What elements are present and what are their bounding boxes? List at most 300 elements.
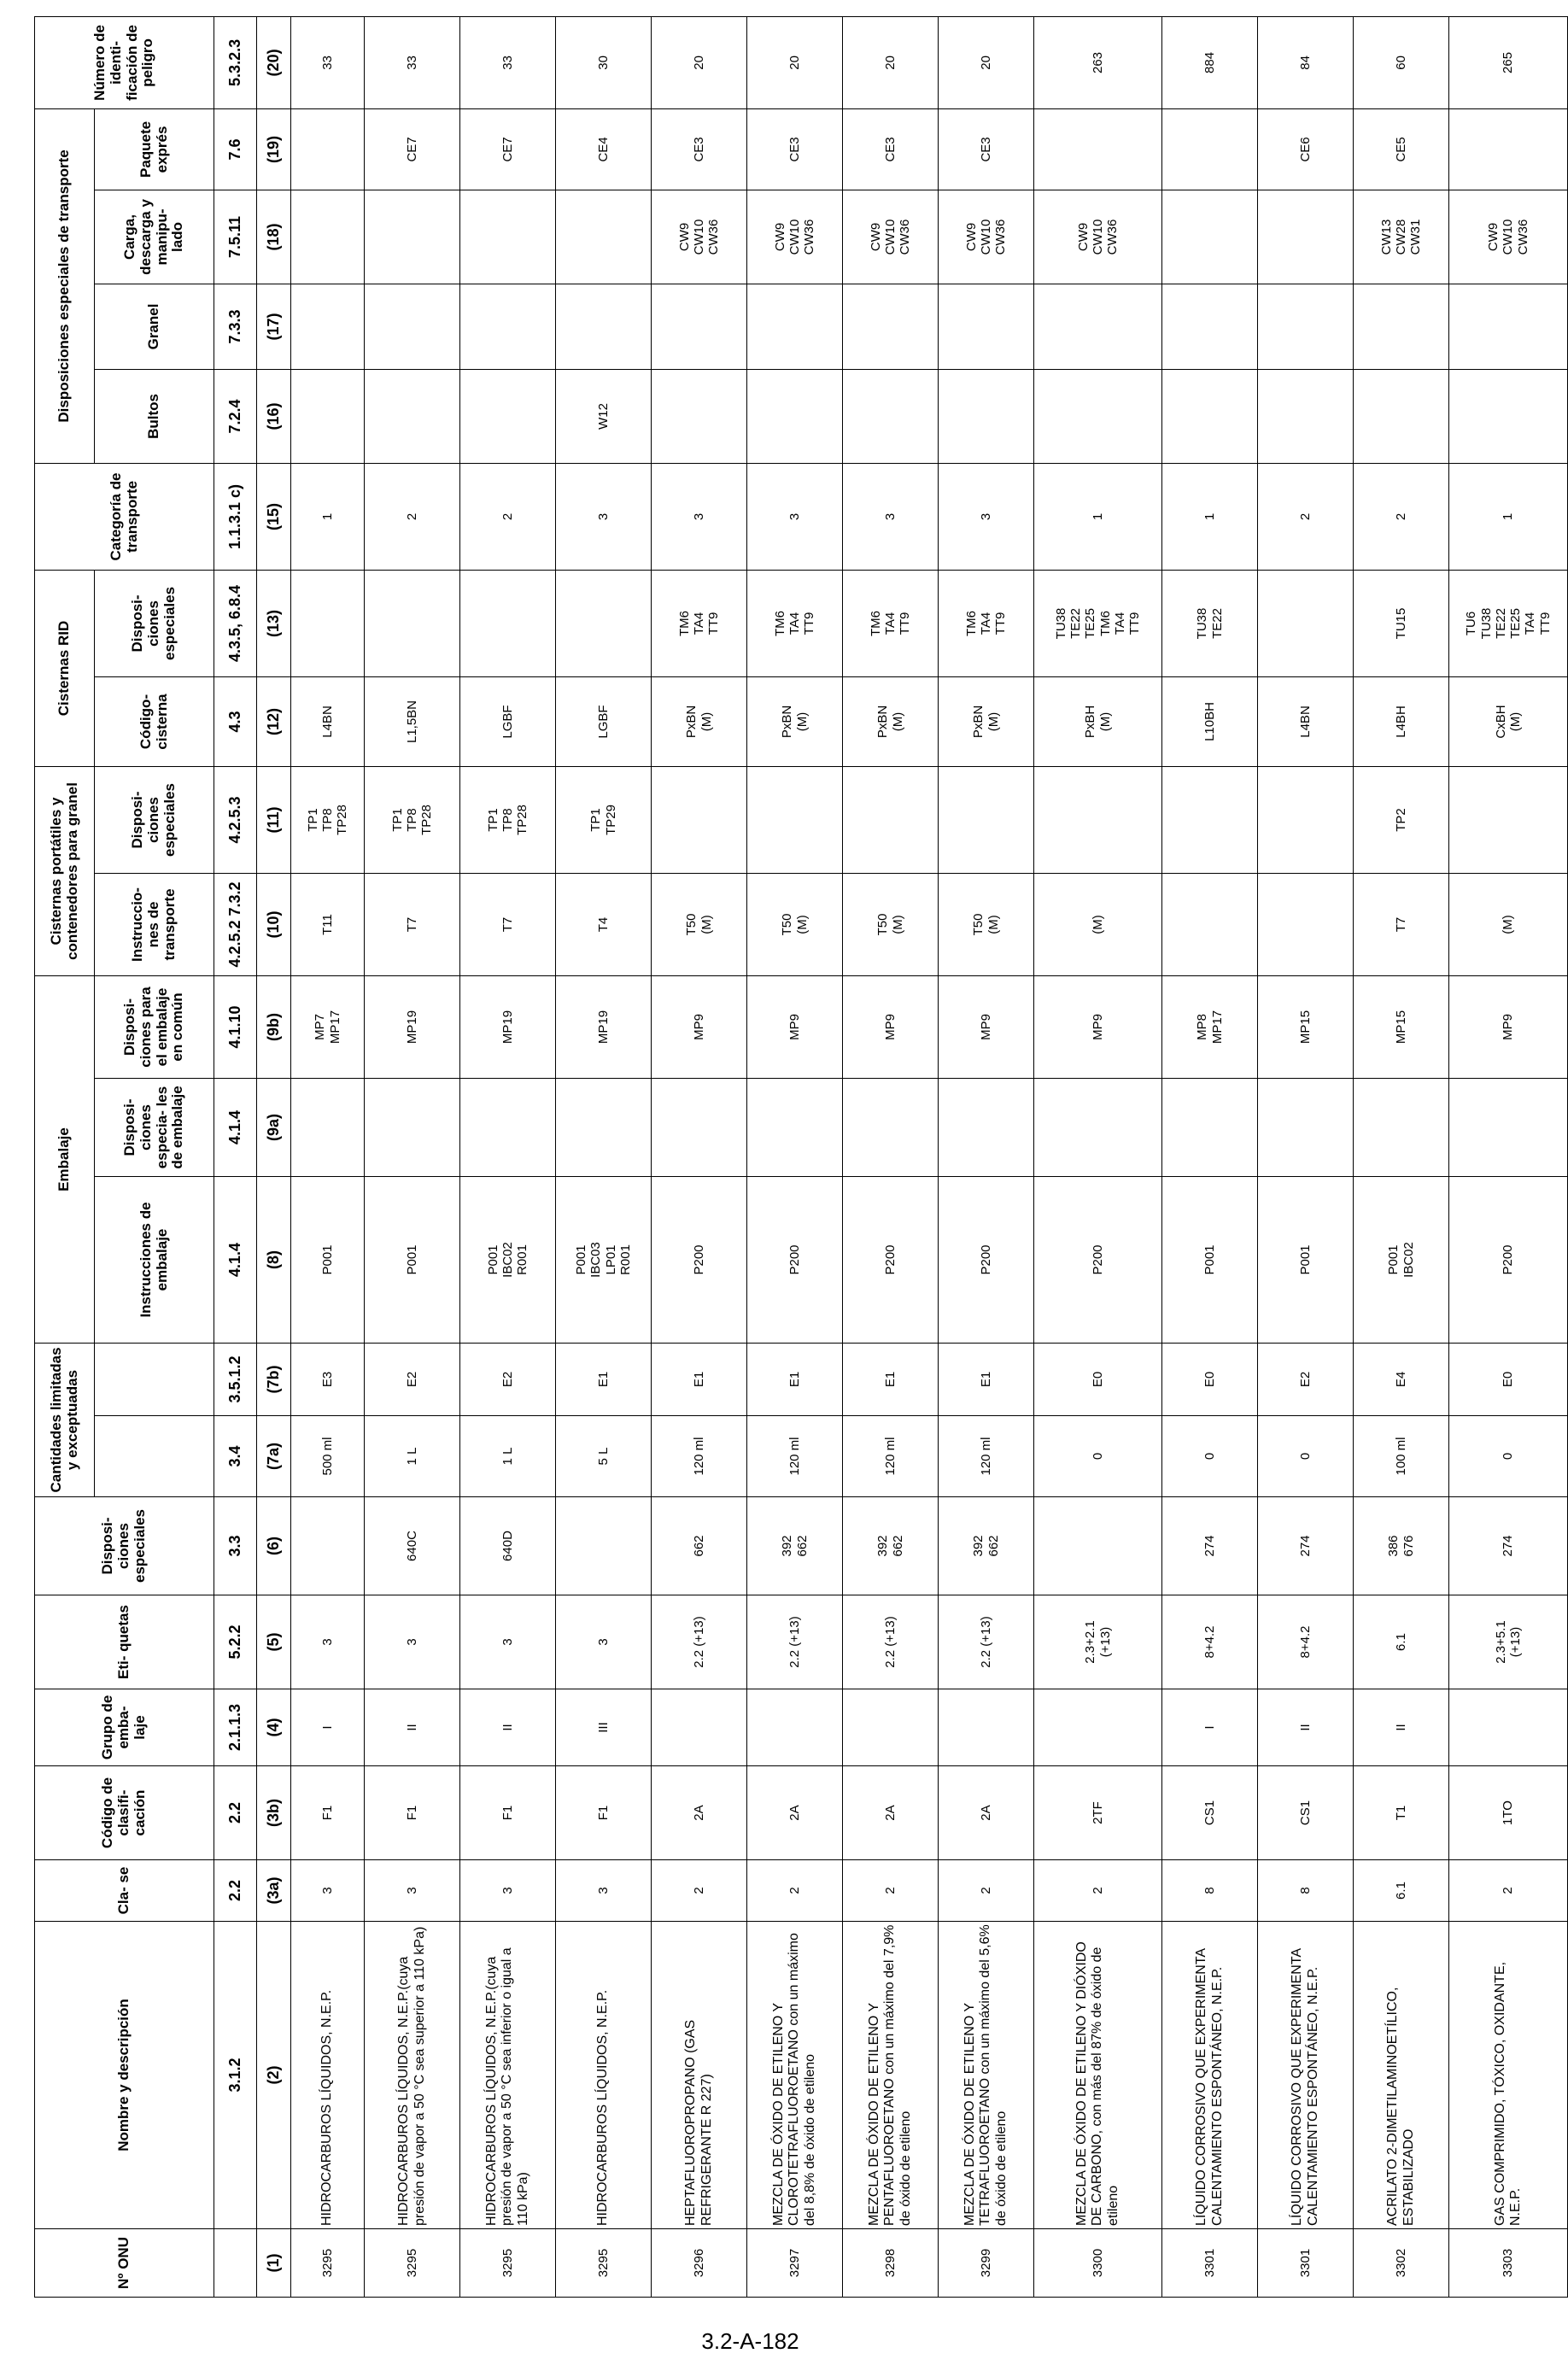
cell-un xyxy=(291,2229,365,2298)
col-number-cell: (17) xyxy=(257,284,291,369)
cell-text: 3 xyxy=(882,512,898,521)
cell-cisterna-disp-esp xyxy=(747,766,843,873)
cell-disp-embalaje-comun xyxy=(365,975,460,1078)
header-categoria: Categoría de transporte xyxy=(35,463,214,570)
cell-text: F1 xyxy=(404,1805,419,1821)
cell-numero-peligro xyxy=(1162,16,1258,108)
cell-etiquetas xyxy=(652,1595,747,1689)
cell-disp-especiales xyxy=(843,1497,939,1595)
cell-granel xyxy=(291,284,365,369)
cell-text: 20 xyxy=(978,56,993,70)
cell-grupo xyxy=(1354,1689,1449,1766)
cell-text: MP9 xyxy=(978,1014,993,1040)
cell-text: E2 xyxy=(1297,1371,1313,1388)
ref-row xyxy=(214,16,257,2297)
cell-text: TU6 TU38 TE22 TE25 TA4 TT9 xyxy=(1464,607,1553,640)
col-number-cell: (2) xyxy=(257,1922,291,2229)
cell-text: 20 xyxy=(691,56,706,70)
cell-carga xyxy=(1449,190,1568,284)
cell-text: 274 xyxy=(1501,1535,1516,1557)
cell-grupo xyxy=(291,1689,365,1766)
cell-text: 120 ml xyxy=(691,1437,706,1476)
cell-text: 274 xyxy=(1202,1535,1217,1557)
cell-text: III xyxy=(595,1722,611,1733)
cell-text: HIDROCARBUROS LÍQUIDOS, N.E.P. xyxy=(319,1989,335,2226)
header-etiquetas: Eti- quetas xyxy=(35,1595,214,1689)
header-grupo: Grupo de emba- laje xyxy=(35,1689,214,1766)
cell-text: 640D xyxy=(500,1531,515,1561)
cell-disp-especiales xyxy=(460,1497,556,1595)
cell-text: 5 L xyxy=(595,1447,611,1466)
header-disposiciones-especiales: Disposi- ciones especiales xyxy=(35,1497,214,1595)
cell-bultos xyxy=(1354,369,1449,463)
cell-text: 3296 xyxy=(691,2248,706,2278)
col-number-cell: (5) xyxy=(257,1595,291,1689)
cell-cisterna-disp-esp xyxy=(460,766,556,873)
cell-text: TM6 TA4 TT9 xyxy=(772,610,817,636)
cell-clase xyxy=(460,1860,556,1922)
ref-cell: 7.6 xyxy=(214,108,257,190)
cell-etiquetas xyxy=(747,1595,843,1689)
cell-carga xyxy=(652,190,747,284)
cell-paquete xyxy=(843,108,939,190)
cell-clase xyxy=(1034,1860,1162,1922)
cell-text: CE7 xyxy=(500,137,515,162)
cell-text: CxBH (M) xyxy=(1493,705,1523,739)
cell-codigo-cisterna xyxy=(747,676,843,766)
cell-cisterna-disp-esp xyxy=(291,766,365,873)
cell-text: MP19 xyxy=(595,1010,611,1045)
cell-codigo-cisterna xyxy=(556,676,652,766)
cell-text: TM6 TA4 TT9 xyxy=(963,610,1009,636)
cell-un xyxy=(1162,2229,1258,2298)
cell-codigo xyxy=(365,1766,460,1860)
table-row xyxy=(1449,16,1568,2297)
table-row xyxy=(652,16,747,2297)
cell-text: CE3 xyxy=(882,137,898,162)
cell-text: TP1 TP8 TP28 xyxy=(305,805,350,835)
header-carga: Carga, descarga y manipu- lado xyxy=(95,190,214,284)
cell-paquete xyxy=(747,108,843,190)
cell-instr-transporte xyxy=(1449,873,1568,975)
cell-carga xyxy=(1162,190,1258,284)
cell-text: MEZCLA DE ÓXIDO DE ETILENO Y CLOROTETRAFLUOROETANO con un máximo del 8,8% de óxido de etileno xyxy=(770,1933,817,2226)
cell-instr-embalaje xyxy=(1449,1176,1568,1343)
cell-text: 6.1 xyxy=(1393,1882,1408,1900)
col-number-cell: (11) xyxy=(257,766,291,873)
cell-text: 2.2 (+13) xyxy=(691,1616,706,1668)
cell-cantidad-7b xyxy=(1449,1343,1568,1415)
cell-text: 33 xyxy=(500,56,515,70)
cell-cisterna-disp-esp xyxy=(652,766,747,873)
cell-text: 33 xyxy=(404,56,419,70)
cell-text: 3 xyxy=(595,1887,611,1894)
cell-name xyxy=(1162,1922,1258,2229)
cell-disp-embalaje-esp xyxy=(939,1078,1034,1176)
cell-codigo xyxy=(1034,1766,1162,1860)
cell-disp-embalaje-comun xyxy=(1354,975,1449,1078)
cell-bultos xyxy=(1034,369,1162,463)
col-number-cell: (9b) xyxy=(257,975,291,1078)
cell-categoria xyxy=(1354,463,1449,570)
cell-instr-embalaje xyxy=(1034,1176,1162,1343)
col-number-cell: (6) xyxy=(257,1497,291,1595)
cell-rid-disp-esp xyxy=(460,570,556,676)
cell-text: MP15 xyxy=(1393,1010,1408,1045)
cell-text: 60 xyxy=(1393,56,1408,70)
cell-text: P200 xyxy=(787,1244,802,1275)
cell-text: 20 xyxy=(787,56,802,70)
table-row xyxy=(365,16,460,2297)
cell-cantidad-7a xyxy=(556,1416,652,1497)
cell-cantidad-7a xyxy=(652,1416,747,1497)
cell-codigo-cisterna xyxy=(1034,676,1162,766)
col-number-cell: (12) xyxy=(257,676,291,766)
cell-text: 662 xyxy=(691,1535,706,1557)
header-cisternas-portatiles: Cisternas portátiles y contenedores para granel xyxy=(35,766,95,975)
cell-granel xyxy=(365,284,460,369)
cell-text: P200 xyxy=(882,1244,898,1275)
cell-instr-transporte xyxy=(1162,873,1258,975)
cell-cisterna-disp-esp xyxy=(1258,766,1354,873)
cell-instr-embalaje xyxy=(1354,1176,1449,1343)
cell-etiquetas xyxy=(1354,1595,1449,1689)
cell-text: T7 xyxy=(404,916,419,933)
cell-numero-peligro xyxy=(291,16,365,108)
cell-text: 3297 xyxy=(787,2248,802,2278)
cell-grupo xyxy=(1034,1689,1162,1766)
cell-text: CE3 xyxy=(691,137,706,162)
rotated-table-wrapper xyxy=(34,17,1553,2298)
col-number-cell: (3a) xyxy=(257,1860,291,1922)
cell-name xyxy=(460,1922,556,2229)
cell-granel xyxy=(556,284,652,369)
cell-instr-transporte xyxy=(1258,873,1354,975)
cell-text: MP15 xyxy=(1297,1010,1313,1045)
cell-carga xyxy=(939,190,1034,284)
cell-rid-disp-esp xyxy=(556,570,652,676)
cell-disp-especiales xyxy=(1449,1497,1568,1595)
cell-text: F1 xyxy=(595,1805,611,1821)
cell-text: CE3 xyxy=(787,137,802,162)
cell-cisterna-disp-esp xyxy=(939,766,1034,873)
cell-text: P001 xyxy=(404,1244,419,1275)
cell-instr-transporte xyxy=(1034,873,1162,975)
cell-text: T50 (M) xyxy=(875,913,905,936)
cell-disp-especiales xyxy=(1258,1497,1354,1595)
cell-cantidad-7a xyxy=(1354,1416,1449,1497)
ref-cell: 3.3 xyxy=(214,1497,257,1595)
col-number-cell: (7b) xyxy=(257,1343,291,1415)
cell-codigo xyxy=(1162,1766,1258,1860)
cell-text: CS1 xyxy=(1297,1800,1313,1826)
header-granel: Granel xyxy=(95,284,214,369)
col-number-cell: (4) xyxy=(257,1689,291,1766)
cell-disp-embalaje-esp xyxy=(1354,1078,1449,1176)
cell-codigo xyxy=(460,1766,556,1860)
col-number-cell: (1) xyxy=(257,2229,291,2298)
cell-text: 2 xyxy=(978,1887,993,1894)
cell-text: MEZCLA DE ÓXIDO DE ETILENO Y TETRAFLUOROETANO con un máximo del 5,6% de óxido de etileno xyxy=(962,1924,1009,2226)
cell-text: MEZCLA DE ÓXIDO DE ETILENO Y PENTAFLUOROETANO con un máximo del 7,9% de óxido de etileno xyxy=(866,1924,913,2226)
cell-un xyxy=(460,2229,556,2298)
cell-text: 2 xyxy=(500,512,515,521)
cell-text: 120 ml xyxy=(978,1437,993,1476)
cell-text: T7 xyxy=(1393,916,1408,933)
cell-etiquetas xyxy=(843,1595,939,1689)
cell-cantidad-7b xyxy=(460,1343,556,1415)
cell-text: PxBH (M) xyxy=(1083,705,1113,739)
cell-text: CE6 xyxy=(1297,137,1313,162)
table-row xyxy=(291,16,365,2297)
cell-text: 2 xyxy=(404,512,419,521)
cell-text: 2A xyxy=(882,1805,898,1821)
cell-grupo xyxy=(939,1689,1034,1766)
cell-text: 3 xyxy=(978,512,993,521)
ref-cell: 4.1.4 xyxy=(214,1078,257,1176)
cell-rid-disp-esp xyxy=(652,570,747,676)
cell-paquete xyxy=(291,108,365,190)
cell-text: MP8 MP17 xyxy=(1195,1010,1225,1045)
cell-bultos xyxy=(291,369,365,463)
cell-text: 1 L xyxy=(404,1447,419,1466)
cell-text: TU38 TE22 TE25 TM6 TA4 TT9 xyxy=(1053,607,1142,640)
cell-grupo xyxy=(1162,1689,1258,1766)
cell-disp-embalaje-comun xyxy=(1258,975,1354,1078)
header-cisternas-disp-especiales: Disposi- ciones especiales xyxy=(95,766,214,873)
cell-granel xyxy=(747,284,843,369)
cell-text: 1TO xyxy=(1501,1800,1516,1825)
cell-etiquetas xyxy=(1449,1595,1568,1689)
cell-bultos xyxy=(652,369,747,463)
table-row xyxy=(1162,16,1258,2297)
cell-text: CE5 xyxy=(1393,137,1408,162)
cell-text: CE7 xyxy=(404,137,419,162)
cell-text: TP1 TP29 xyxy=(588,805,618,835)
cell-text: 3301 xyxy=(1202,2248,1217,2278)
header-clase: Cla- se xyxy=(35,1860,214,1922)
cell-text: P001 xyxy=(1297,1244,1313,1275)
cell-bultos xyxy=(556,369,652,463)
col-number-cell: (7a) xyxy=(257,1416,291,1497)
ref-cell: 2.2 xyxy=(214,1766,257,1860)
cell-text: MP9 xyxy=(691,1014,706,1040)
cell-text: I xyxy=(1202,1725,1217,1730)
cell-text: L4BN xyxy=(319,705,335,738)
cell-instr-embalaje xyxy=(747,1176,843,1343)
cell-text: MP9 xyxy=(1090,1014,1105,1040)
cell-paquete xyxy=(556,108,652,190)
header-disp-embalaje-especiales: Disposi- ciones especia- les de embalaje xyxy=(95,1078,214,1176)
cell-text: 8 xyxy=(1297,1887,1313,1894)
cell-un xyxy=(652,2229,747,2298)
cell-text: MP9 xyxy=(1501,1014,1516,1040)
cell-disp-especiales xyxy=(652,1497,747,1595)
header-disposiciones-transporte: Disposiciones especiales de transporte xyxy=(35,108,95,463)
cell-text: TP2 xyxy=(1393,808,1408,832)
cell-text: T4 xyxy=(595,916,611,933)
cell-cantidad-7b xyxy=(747,1343,843,1415)
ref-cell: 2.2 xyxy=(214,1860,257,1922)
cell-disp-embalaje-comun xyxy=(556,975,652,1078)
cell-text: MP19 xyxy=(404,1010,419,1045)
cell-text: LGBF xyxy=(500,705,515,739)
cell-text: II xyxy=(1297,1724,1313,1731)
cell-rid-disp-esp xyxy=(1354,570,1449,676)
cell-disp-embalaje-esp xyxy=(747,1078,843,1176)
cell-bultos xyxy=(843,369,939,463)
cell-grupo xyxy=(1258,1689,1354,1766)
cell-text: 3295 xyxy=(404,2248,419,2278)
cell-instr-embalaje xyxy=(1258,1176,1354,1343)
cell-disp-embalaje-esp xyxy=(1162,1078,1258,1176)
cell-instr-embalaje xyxy=(843,1176,939,1343)
cell-codigo xyxy=(939,1766,1034,1860)
cell-numero-peligro xyxy=(747,16,843,108)
cell-text: CW9 CW10 CW36 xyxy=(963,219,1009,255)
cell-grupo xyxy=(843,1689,939,1766)
cell-text: 640C xyxy=(404,1531,419,1561)
cell-disp-embalaje-esp xyxy=(843,1078,939,1176)
cell-cantidad-7b xyxy=(1354,1343,1449,1415)
cell-rid-disp-esp xyxy=(365,570,460,676)
ref-cell: 4.1.4 xyxy=(214,1176,257,1343)
cell-text: TU38 TE22 xyxy=(1195,607,1225,640)
cell-text: MP19 xyxy=(500,1010,515,1045)
cell-codigo-cisterna xyxy=(1449,676,1568,766)
column-number-row xyxy=(257,16,291,2297)
cell-text: 3 xyxy=(404,1638,419,1646)
ref-cell: 3.5.1.2 xyxy=(214,1343,257,1415)
cell-text: E4 xyxy=(1393,1371,1408,1388)
cell-text: 1 L xyxy=(500,1447,515,1466)
cell-cantidad-7b xyxy=(939,1343,1034,1415)
ref-cell: 2.1.1.3 xyxy=(214,1689,257,1766)
ref-cell: 1.1.3.1 c) xyxy=(214,463,257,570)
cell-text: LÍQUIDO CORROSIVO QUE EXPERIMENTA CALENTAMIENTO ESPONTÁNEO, N.E.P. xyxy=(1194,1948,1225,2226)
cell-codigo xyxy=(1354,1766,1449,1860)
table-body xyxy=(291,16,1568,2297)
cell-text: 120 ml xyxy=(882,1437,898,1476)
cell-name xyxy=(1449,1922,1568,2229)
cell-text: GAS COMPRIMIDO, TÓXICO, OXIDANTE, N.E.P. xyxy=(1492,1961,1523,2226)
cell-rid-disp-esp xyxy=(1162,570,1258,676)
ref-cell: 3.1.2 xyxy=(214,1922,257,2229)
cell-text: E1 xyxy=(691,1371,706,1388)
cell-text: HIDROCARBUROS LÍQUIDOS, N.E.P.(cuya presión de vapor a 50 °C sea inferior o igual a 110 kPa) xyxy=(483,1947,530,2226)
cell-text: 3 xyxy=(319,1638,335,1646)
cell-text: T50 (M) xyxy=(780,913,810,936)
cell-cantidad-7b xyxy=(556,1343,652,1415)
cell-cantidad-7a xyxy=(1162,1416,1258,1497)
cell-carga xyxy=(556,190,652,284)
cell-etiquetas xyxy=(556,1595,652,1689)
cell-cisterna-disp-esp xyxy=(843,766,939,873)
table-row xyxy=(843,16,939,2297)
cell-etiquetas xyxy=(1162,1595,1258,1689)
cell-text: CW9 CW10 CW36 xyxy=(1075,219,1120,255)
col-number-cell: (13) xyxy=(257,570,291,676)
cell-grupo xyxy=(1449,1689,1568,1766)
cell-instr-embalaje xyxy=(556,1176,652,1343)
ref-cell: 4.2.5.3 xyxy=(214,766,257,873)
cell-text: E1 xyxy=(978,1371,993,1388)
cell-codigo xyxy=(747,1766,843,1860)
cell-text: 2.2 (+13) xyxy=(882,1616,898,1668)
cell-grupo xyxy=(556,1689,652,1766)
cell-categoria xyxy=(1449,463,1568,570)
cell-disp-embalaje-comun xyxy=(1034,975,1162,1078)
cell-text: 3295 xyxy=(319,2248,335,2278)
cell-text: 3 xyxy=(319,1887,335,1894)
cell-text: CE3 xyxy=(978,137,993,162)
cell-granel xyxy=(1449,284,1568,369)
cell-text: 2A xyxy=(787,1805,802,1821)
cell-text: P200 xyxy=(691,1244,706,1275)
cell-disp-embalaje-comun xyxy=(1162,975,1258,1078)
cell-text: 20 xyxy=(882,56,898,70)
col-number-cell: (19) xyxy=(257,108,291,190)
cell-rid-disp-esp xyxy=(939,570,1034,676)
cell-bultos xyxy=(1162,369,1258,463)
cell-text: TP1 TP8 TP28 xyxy=(485,805,530,835)
cell-granel xyxy=(1258,284,1354,369)
cell-etiquetas xyxy=(1258,1595,1354,1689)
cell-cantidad-7a xyxy=(1449,1416,1568,1497)
cell-disp-especiales xyxy=(1354,1497,1449,1595)
cell-text: 1 xyxy=(1202,512,1217,521)
cell-text: L4BH xyxy=(1393,705,1408,738)
cell-disp-embalaje-esp xyxy=(652,1078,747,1176)
cell-granel xyxy=(1354,284,1449,369)
cell-cisterna-disp-esp xyxy=(1034,766,1162,873)
cell-codigo xyxy=(1449,1766,1568,1860)
header-instrucciones-embalaje: Instrucciones de embalaje xyxy=(95,1176,214,1343)
cell-paquete xyxy=(1162,108,1258,190)
cell-text: E2 xyxy=(404,1371,419,1388)
cell-disp-embalaje-esp xyxy=(556,1078,652,1176)
ref-cell: 5.2.2 xyxy=(214,1595,257,1689)
cell-text: CW9 CW10 CW36 xyxy=(1486,219,1530,255)
cell-text: 3300 xyxy=(1090,2248,1105,2278)
cell-paquete xyxy=(365,108,460,190)
cell-categoria xyxy=(1258,463,1354,570)
cell-text: 1 xyxy=(1090,512,1105,521)
header-cantidades-7b xyxy=(95,1343,214,1415)
cell-un xyxy=(747,2229,843,2298)
cell-text: 3 xyxy=(787,512,802,521)
cell-carga xyxy=(1354,190,1449,284)
cell-text: L10BH xyxy=(1202,702,1217,741)
cell-granel xyxy=(1162,284,1258,369)
header-instrucciones-transporte: Instruccio- nes de transporte xyxy=(95,873,214,975)
cell-paquete xyxy=(652,108,747,190)
cell-clase xyxy=(939,1860,1034,1922)
cell-categoria xyxy=(460,463,556,570)
cell-disp-embalaje-esp xyxy=(1449,1078,1568,1176)
cell-cantidad-7b xyxy=(365,1343,460,1415)
table-row xyxy=(1354,16,1449,2297)
cell-text: 3301 xyxy=(1297,2248,1313,2278)
cell-un xyxy=(365,2229,460,2298)
cell-name xyxy=(939,1922,1034,2229)
table-row xyxy=(747,16,843,2297)
cell-instr-embalaje xyxy=(291,1176,365,1343)
cell-text: 500 ml xyxy=(319,1437,335,1476)
cell-text: 100 ml xyxy=(1393,1437,1408,1476)
cell-clase xyxy=(1258,1860,1354,1922)
cell-cisterna-disp-esp xyxy=(556,766,652,873)
